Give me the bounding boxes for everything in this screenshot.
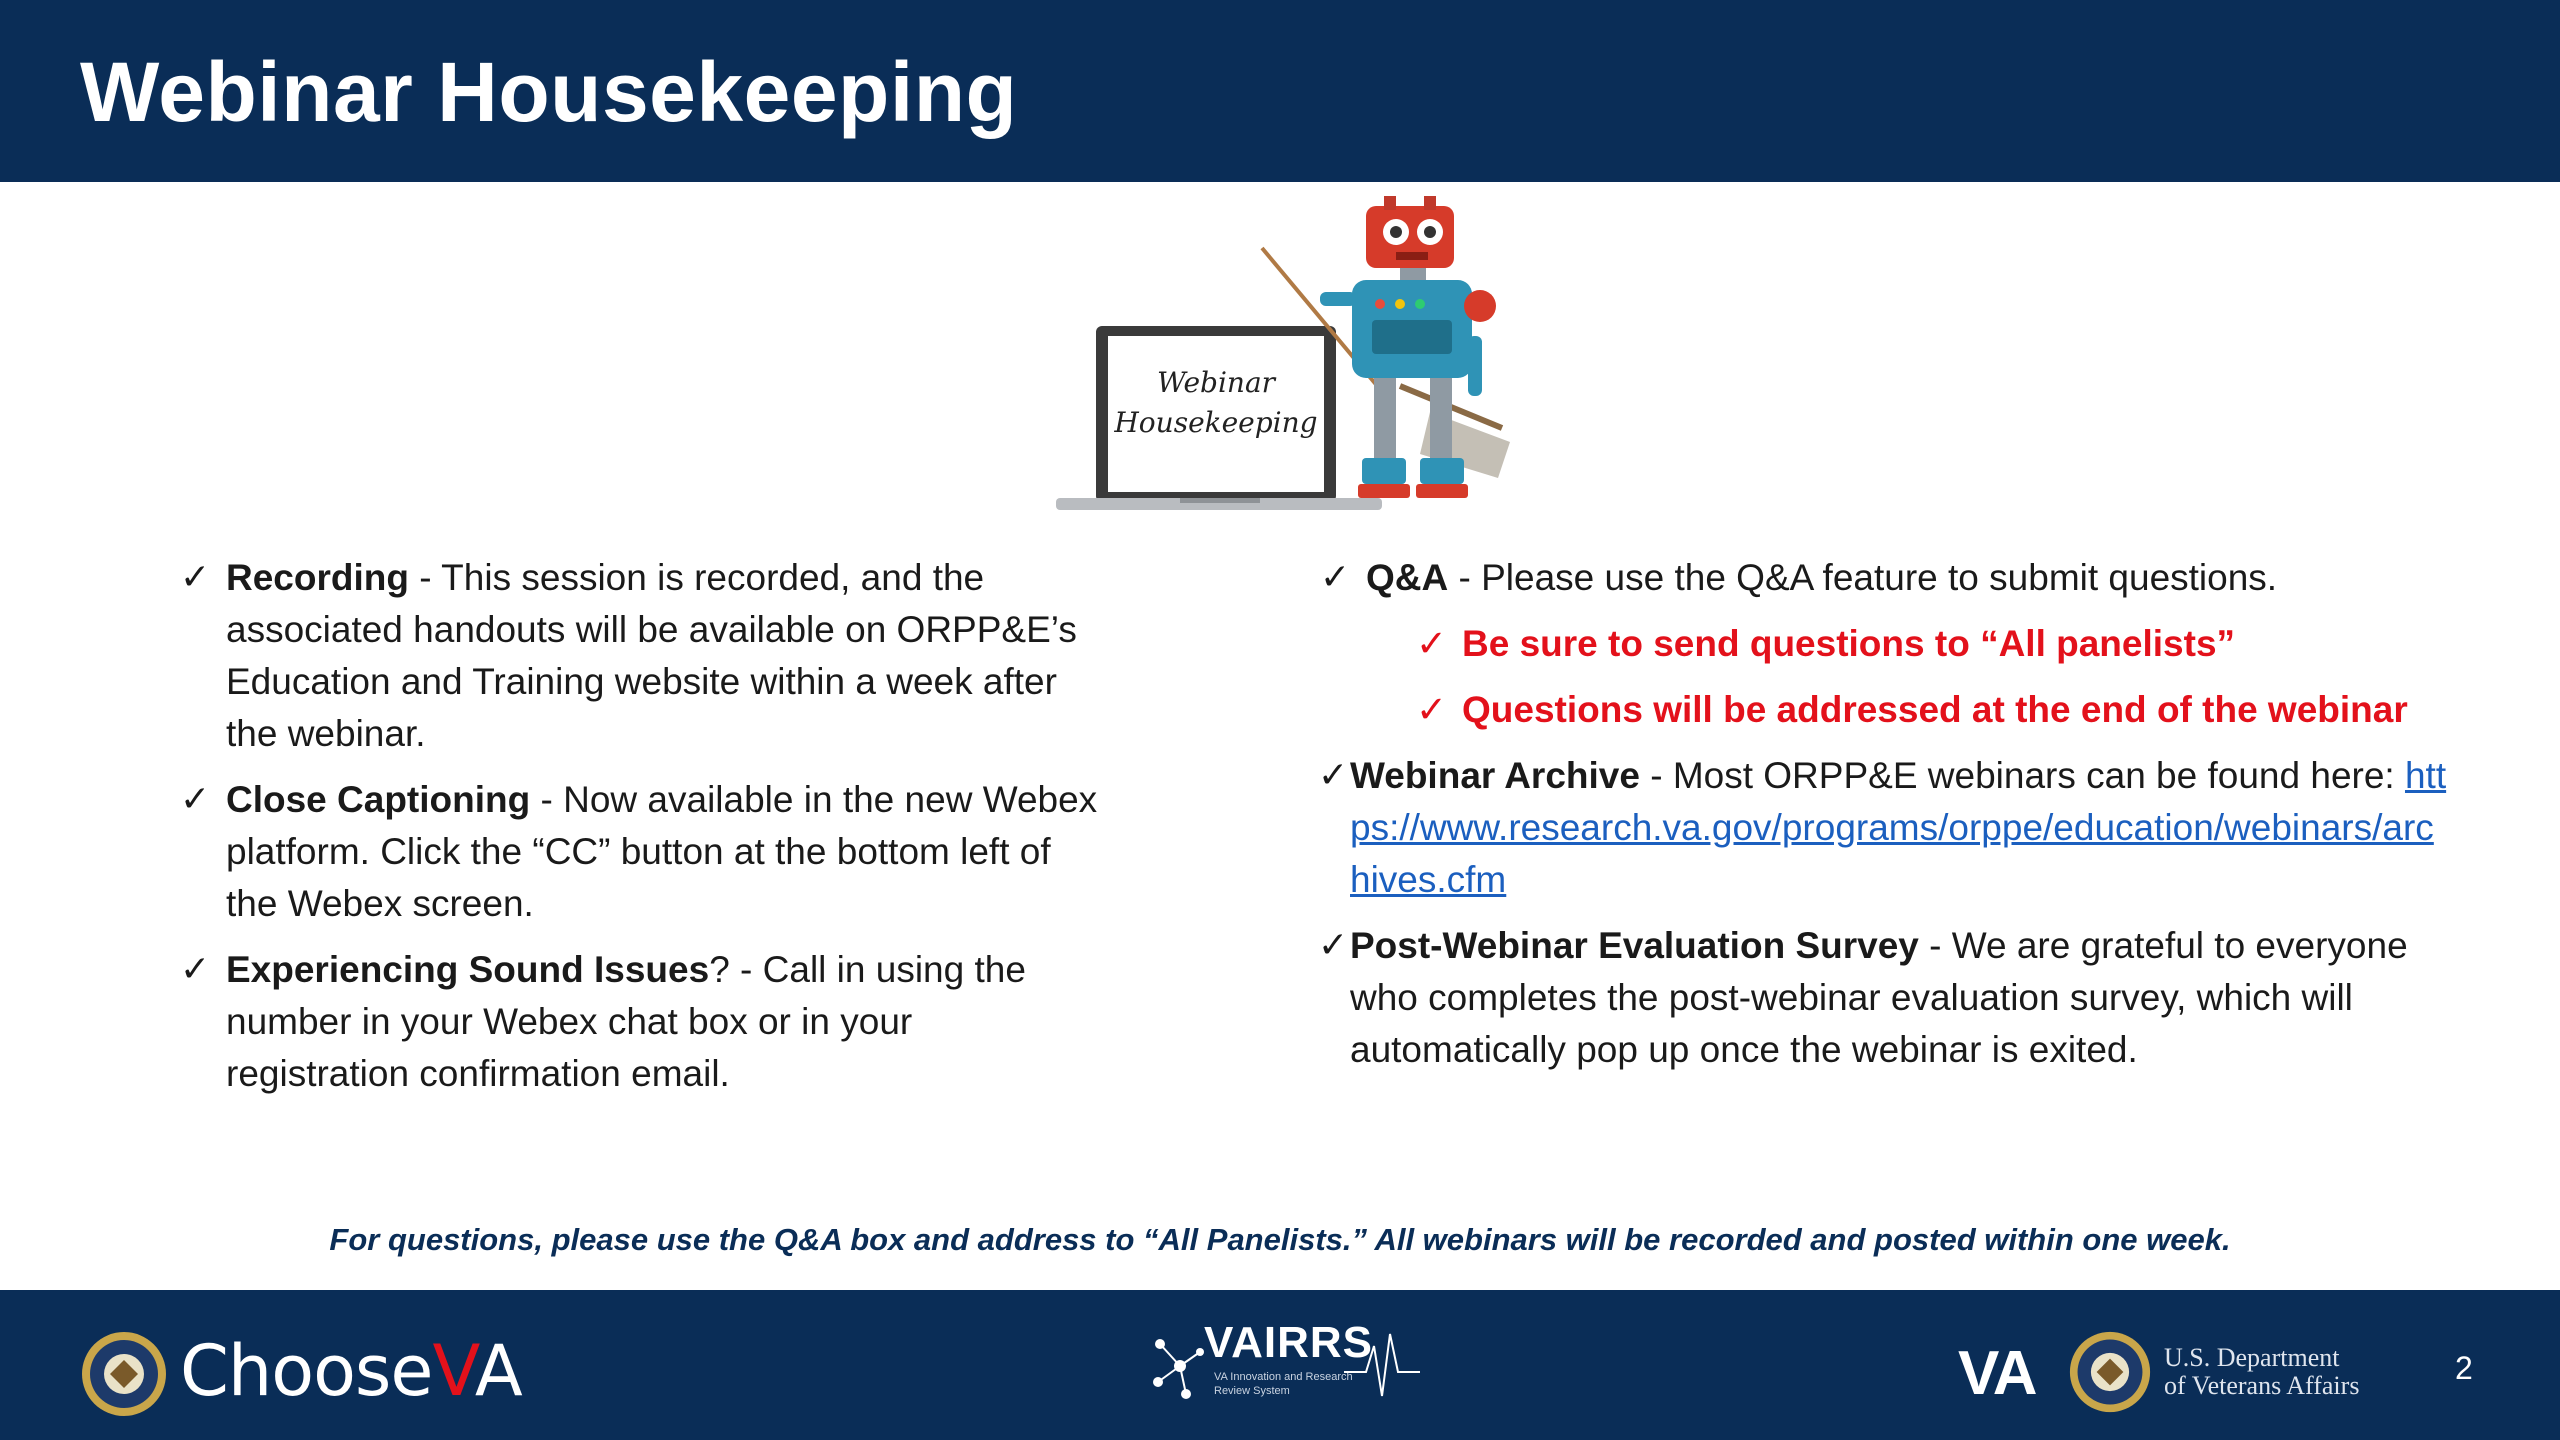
right-bullet-list	[1320, 552, 2450, 1090]
bullet-heading: Q&A	[1366, 557, 1449, 598]
bullet-heading: Experiencing Sound Issues	[226, 949, 710, 990]
hero-illustration	[1050, 196, 1520, 516]
page-number: 2	[2455, 1350, 2473, 1386]
bullet-heading: Close Captioning	[226, 779, 531, 820]
bullet-text: ? - Call in using the number in your Webex chat box or in your registration confirmation email.	[226, 949, 1026, 1094]
bullet-heading: Recording	[226, 557, 409, 598]
check-icon: ✓	[1416, 622, 1448, 665]
bullet-evaluation-survey	[1320, 920, 2450, 1076]
choose-word: Choose	[180, 1330, 433, 1412]
archive-link[interactable]: https://www.research.va.gov/programs/orppe/education/webinars/archives.cfm	[1350, 755, 2447, 900]
footnote: For questions, please use the Q&A box and address to “All Panelists.” All webinars will be recorded and posted within one week.	[329, 1222, 2231, 1257]
laptop-screen-text-1: Webinar	[1156, 366, 1276, 399]
sub-bullet-text: Questions will be addressed at the end of the webinar	[1462, 689, 2408, 730]
check-icon: ✓	[1416, 688, 1448, 731]
check-icon: ✓	[180, 557, 211, 598]
choose-a: A	[474, 1330, 522, 1412]
title-bar	[0, 0, 2560, 182]
check-icon: ✓	[1320, 557, 1351, 598]
slide-title: Webinar Housekeeping	[80, 45, 1018, 139]
va-seal-icon	[2068, 1330, 2152, 1414]
department-name	[2164, 1344, 2359, 1400]
sub-bullet-all-panelists	[1320, 618, 2450, 670]
choose-va-logo	[180, 1330, 522, 1412]
department-line-1: U.S. Department	[2164, 1343, 2340, 1372]
laptop-illustration	[1056, 326, 1382, 510]
sub-bullet-end-of-webinar	[1320, 684, 2450, 736]
bullet-qa	[1320, 552, 2450, 604]
bullet-heading: Webinar Archive	[1350, 755, 1640, 796]
check-icon: ✓	[1318, 925, 1349, 966]
va-seal-icon	[80, 1330, 168, 1418]
vairrs-subtitle: VA Innovation and Research Review System	[1214, 1371, 1353, 1397]
bullet-close-captioning	[180, 774, 1100, 930]
check-icon: ✓	[1318, 755, 1349, 796]
choose-v: V	[432, 1330, 475, 1412]
va-wordmark: VA	[1958, 1339, 2036, 1408]
bullet-text: - We are grateful to everyone who completes the post-webinar evaluation survey, which will automatically pop up once the webinar is exited.	[1350, 925, 2408, 1070]
bullet-sound-issues	[180, 944, 1100, 1100]
check-icon: ✓	[180, 779, 211, 820]
bullet-text: - Now available in the new Webex platform. Click the “CC” button at the bottom left of the Webex screen.	[226, 779, 1098, 924]
bullet-text: - This session is recorded, and the associated handouts will be available on ORPP&E’s Education and Training website within a week after the webinar.	[226, 557, 1077, 754]
laptop-screen-text-2: Housekeeping	[1114, 406, 1318, 439]
vairrs-logo-text: VAIRRS	[1204, 1318, 1373, 1367]
bullet-heading: Post-Webinar Evaluation Survey	[1350, 925, 1919, 966]
bullet-webinar-archive	[1320, 750, 2450, 906]
left-bullet-list	[180, 552, 1100, 1114]
bullet-text: - Most ORPP&E webinars can be found here:	[1639, 755, 2405, 796]
sub-bullet-text: Be sure to send questions to “All panelists”	[1462, 623, 2236, 664]
bullet-recording	[180, 552, 1100, 760]
check-icon: ✓	[180, 949, 211, 990]
heartbeat-icon	[1344, 1326, 1420, 1410]
bullet-text: - Please use the Q&A feature to submit questions.	[1448, 557, 2278, 598]
department-line-2: of Veterans Affairs	[2164, 1371, 2360, 1400]
